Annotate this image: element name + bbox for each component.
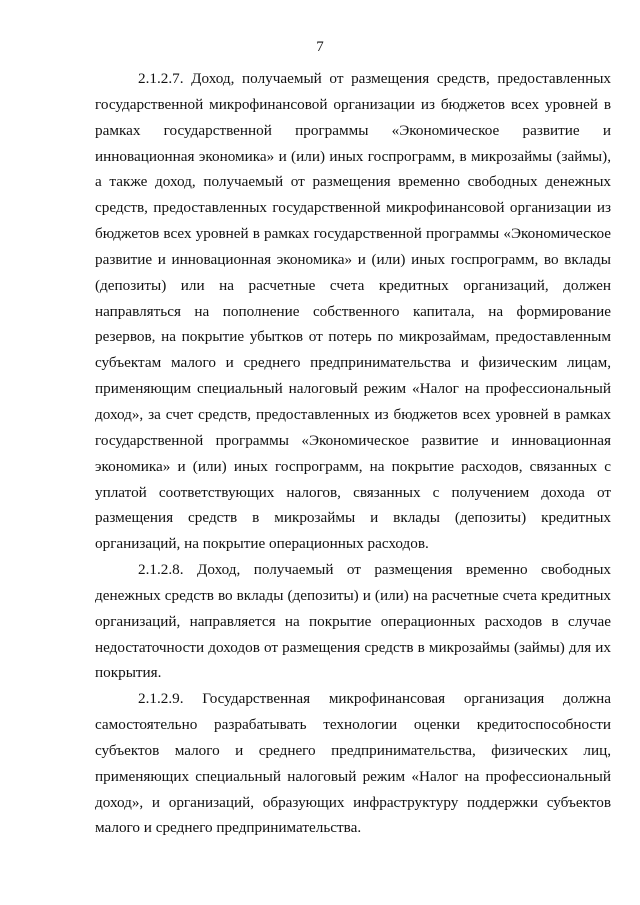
page-number: 7 xyxy=(316,39,324,55)
paragraph-2-1-2-8: 2.1.2.8. Доход, получаемый от размещения временно свободных денежных средств во вклады (депозиты) и (или) на расчетные счета кредитных организаций, направляется на покрытие операционных расходов в случае недостаточности доходов от размещения средств в микрозаймы (займы) для их покрытия. xyxy=(95,561,611,682)
paragraph-2-1-2-9: 2.1.2.9. Государственная микрофинансовая организация должна самостоятельно разрабатывать технологии оценки кредитоспособности субъектов малого и среднего предпринимательства, физических лиц, применяющих специальный налоговый режим «Налог на профессиональный доход», и организаций, образующих инфраструктуру поддержки субъектов малого и среднего предпринимательства. xyxy=(95,690,611,837)
document-body xyxy=(95,66,611,841)
paragraph-2-1-2-7: 2.1.2.7. Доход, получаемый от размещения средств, предоставленных государственной микрофинансовой организации из бюджетов всех уровней в рамках государственной программы «Экономическое развитие и инновационная экономика» и (или) иных госпрограмм, в микрозаймы (займы), а также доход, получаемый от размещения временно свободных денежных средств, предоставленных государственной микрофинансовой организации из бюджетов всех уровней в рамках государственной программы «Экономическое развитие и инновационная экономика» и (или) иных госпрограмм, во вклады (депозиты) или на расчетные счета кредитных организаций, должен направляться на пополнение собственного капитала, на формирование резервов, на покрытие убытков от потерь по микрозаймам, предоставленным субъектам малого и среднего предпринимательства и физическим лицам, применяющим специальный налоговый режим «Налог на профессиональный доход», за счет средств, предоставленных из бюджетов всех уровней в рамках государственной программы «Экономическое развитие и инновационная экономика» и (или) иных госпрограмм, на покрытие расходов, связанных с уплатой соответствующих налогов, связанных с получением дохода от размещения средств в микрозаймы и вклады (депозиты) кредитных организаций, на покрытие операционных расходов. xyxy=(95,70,611,553)
